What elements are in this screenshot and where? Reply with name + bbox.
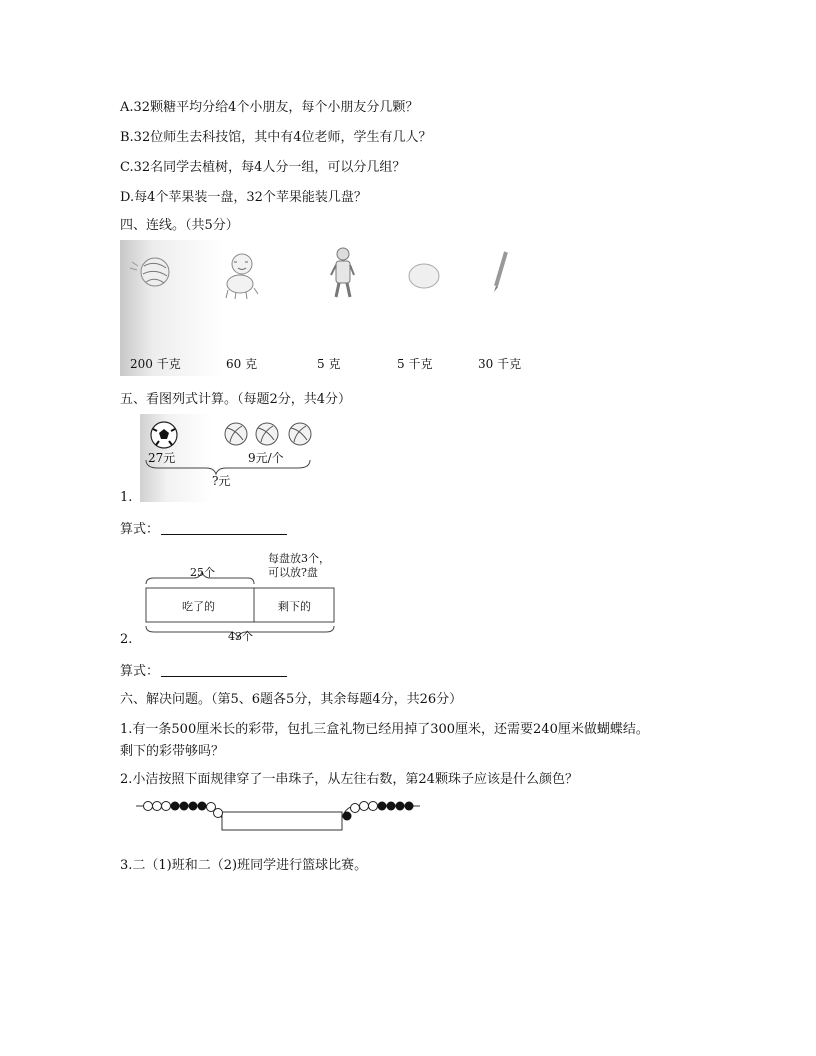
soccer-ball-icon — [151, 422, 177, 448]
plate-note-2: 可以放?盘 — [268, 566, 318, 579]
label-5g: 5 克 — [317, 357, 341, 371]
eaten-box-label: 吃了的 — [182, 600, 215, 613]
matching-figure — [120, 240, 530, 376]
answer-label: 算式： — [120, 664, 160, 679]
section5-heading: 五、看图列式计算。（每题2分，共4分） — [120, 392, 352, 407]
problem-1-line2: 剩下的彩带够吗？ — [120, 744, 225, 759]
section4-heading: 四、连线。（共5分） — [120, 218, 239, 233]
volleyball-icon — [256, 423, 278, 445]
label-60g: 60 克 — [226, 357, 258, 371]
bead-row-right — [343, 802, 414, 821]
option-c: C.32名同学去植树，每4人分一组，可以分几组？ — [120, 160, 406, 175]
total-count: 43个 — [228, 630, 253, 643]
option-b: B.32位师生去科技馆，其中有4位老师，学生有几人？ — [120, 130, 432, 145]
problem-2: 2.小洁按照下面规律穿了一串珠子，从左往右数，第24颗珠子应该是什么颜色？ — [120, 772, 578, 787]
q1-answer-line — [120, 518, 287, 537]
label-200kg: 200 千克 — [130, 357, 181, 371]
answer-blank — [161, 664, 287, 677]
bead-row-left — [144, 802, 223, 818]
answer-blank — [161, 522, 287, 535]
answer-label: 算式： — [120, 522, 160, 537]
q1-number: 1. — [120, 490, 133, 505]
problem-1-line1: 1.有一条500厘米长的彩带，包扎三盒礼物已经用掉了300厘米，还需要240厘米做蝴蝶结。 — [120, 722, 649, 737]
problem-3: 3.二（1)班和二（2)班同学进行篮球比赛。 — [120, 858, 368, 873]
remaining-box-label: 剩下的 — [278, 600, 311, 613]
balls-price-figure — [140, 414, 320, 502]
soccer-price: 27元 — [148, 451, 176, 465]
label-30kg: 30 千克 — [478, 357, 522, 371]
bead-string-figure — [136, 796, 422, 832]
q2-number: 2. — [120, 632, 133, 647]
apple-icon — [409, 264, 439, 288]
section6-heading: 六、解决问题。（第5、6题各5分，其余每题4分，共26分） — [120, 692, 463, 707]
volleyball-icon — [225, 423, 247, 445]
q2-answer-line — [120, 660, 287, 679]
option-a: A.32颗糖平均分给4个小朋友，每个小朋友分几颗？ — [120, 100, 419, 115]
volleyball-price: 9元/个 — [248, 451, 284, 465]
apple-plate-figure — [140, 548, 340, 644]
option-d: D.每4个苹果装一盘，32个苹果能装几盘？ — [120, 190, 367, 205]
label-5kg: 5 千克 — [397, 357, 433, 371]
eaten-count: 25个 — [190, 566, 215, 579]
total-question: ?元 — [212, 474, 231, 488]
plate-note-1: 每盘放3个， — [268, 552, 330, 565]
volleyball-icon — [289, 423, 311, 445]
